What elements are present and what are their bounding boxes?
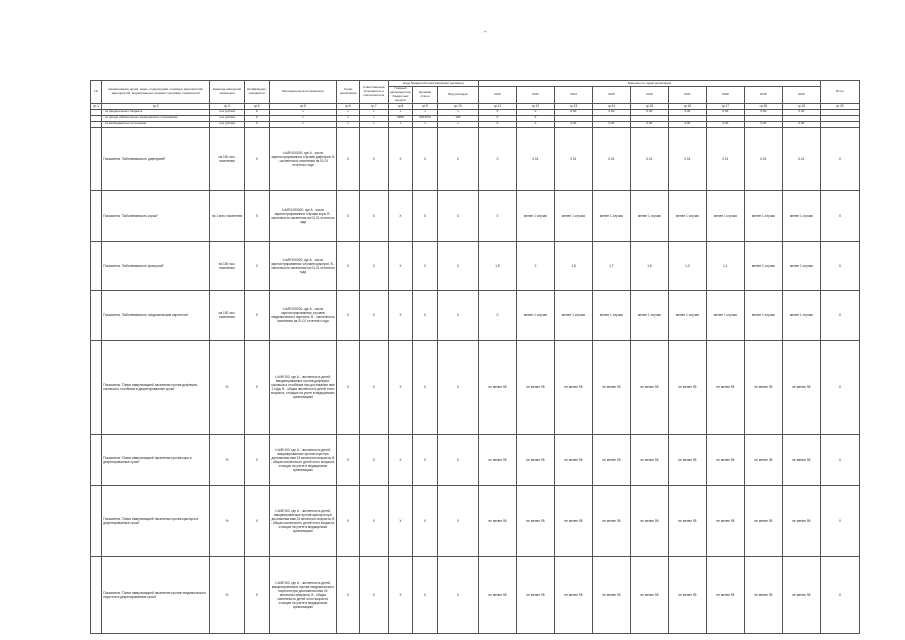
cell: Х [244, 241, 269, 290]
cell: Х [359, 241, 388, 290]
header-vr: Вид расходов [437, 86, 478, 103]
year-value: менее 1 случая [744, 290, 782, 340]
cell: Х [388, 556, 413, 633]
cell: 100 [437, 115, 478, 121]
year-value: не менее 95 [630, 434, 668, 485]
colnum: гр.9 [413, 103, 438, 109]
year-value: 1,1 [706, 241, 744, 290]
indicator-method: I=A/B*100, где А - численность детей, вакцинированных против дифтерии, коклюша и столбняка при достижении ими 1 года; В - общая численность детей этого возраста, стоящих на учете в медицинских организациях [269, 340, 337, 434]
year-value: не менее 95 [668, 340, 706, 434]
colnum: гр.18 [744, 103, 782, 109]
indicator-method: I=A/B*100, где А - численность детей, вакцинированных против кори при достижении ими 24 месячного возраста; В - общая численность детей этого возраста, стоящих на учете в медицинских организациях [269, 434, 337, 485]
cell: х [359, 115, 388, 121]
year-value: менее 1 случая [706, 190, 744, 241]
cell: Х [388, 485, 413, 556]
year-value: 0,01 [516, 127, 554, 190]
colnum: гр.8 [388, 103, 413, 109]
year-value: 1,7 [592, 241, 630, 290]
cell: Х [388, 241, 413, 290]
year-value: 0 [478, 290, 516, 340]
colnum: гр.5 [269, 103, 337, 109]
header-year: 2016 [630, 86, 668, 103]
year-value: не менее 95 [478, 434, 516, 485]
cell: Х [820, 485, 859, 556]
year-value: менее 1 случая [554, 190, 592, 241]
cell: Х [337, 485, 360, 556]
cell: Х [388, 434, 413, 485]
year-value: не менее 95 [782, 485, 820, 556]
cell: х [269, 121, 337, 127]
cell [91, 556, 102, 633]
header-year: 2017 [668, 86, 706, 103]
header-sub: Целевая статья [413, 86, 438, 103]
cell: Х [359, 434, 388, 485]
year-value: 0,01 [630, 127, 668, 190]
cell [91, 434, 102, 485]
indicator-unit: % [210, 556, 245, 633]
cell: 0014701 [413, 115, 438, 121]
cell: х [413, 121, 438, 127]
cell: 0,00 [782, 121, 820, 127]
cell: тыс.рублей [210, 121, 245, 127]
cell: Х [337, 434, 360, 485]
indicator-row [91, 434, 860, 485]
indicator-method: I=A/B*100, где А - численность детей, вакцинированных против эпидемического паротита при достижении ими 24 месячного возраста; В - общая численность детей этого возраста, стоящих на учете в медицинских организациях [269, 556, 337, 633]
cell: 0,00 [592, 121, 630, 127]
cell: тыс.рублей [210, 109, 245, 115]
indicator-unit: % [210, 340, 245, 434]
year-value: не менее 95 [630, 485, 668, 556]
year-value: не менее 95 [782, 556, 820, 633]
cell: х [337, 115, 360, 121]
year-value: не менее 95 [706, 434, 744, 485]
colnum: гр.15 [630, 103, 668, 109]
year-value: 0,01 [782, 127, 820, 190]
cell: Х [244, 434, 269, 485]
year-value: менее 1 случая [744, 190, 782, 241]
indicator-name: Показатель "Охват иммунизацией населения против дифтерии, коклюша и столбняка в декретированные сроки" [102, 340, 210, 434]
cell: Х [437, 556, 478, 633]
year-value: не менее 95 [744, 485, 782, 556]
year-value: не менее 95 [516, 485, 554, 556]
cell: Х [437, 434, 478, 485]
year-value: не менее 95 [478, 485, 516, 556]
year-value: 0 [478, 190, 516, 241]
indicator-method: I=A/B*1000000, где А - число зарегистрированных случаев кори, В - численность населения на 01.01 отчетного года [269, 190, 337, 241]
cell: 0 [244, 109, 269, 115]
year-value: не менее 95 [478, 556, 516, 633]
indicator-row [91, 127, 860, 190]
cell: 0 [478, 121, 516, 127]
year-value: не менее 95 [516, 340, 554, 434]
cell: 0 [516, 109, 554, 115]
year-value: не менее 95 [592, 340, 630, 434]
year-value: менее 1 случая [782, 190, 820, 241]
colnum: гр.7 [359, 103, 388, 109]
cell: х [437, 109, 478, 115]
cell: 0,00 [554, 121, 592, 127]
indicator-row [91, 241, 860, 290]
colnum: гр.14 [592, 103, 630, 109]
year-value: 1,2 [668, 241, 706, 290]
indicator-row [91, 556, 860, 633]
cell: Х [244, 485, 269, 556]
indicator-row [91, 190, 860, 241]
header-unit: Единица измерения показателя [210, 81, 245, 104]
year-value: менее 1 случая [782, 290, 820, 340]
indicator-name: Показатель "Охват иммунизацией населения против краснухи в декретированные сроки" [102, 485, 210, 556]
year-value: менее 1 случая [668, 190, 706, 241]
cell: Х [337, 340, 360, 434]
header-year: 2014 [554, 86, 592, 103]
header-coef: Коэффициент значимости [244, 81, 269, 104]
cell-source: - из фонда обязательного медицинского страхования [102, 115, 210, 121]
cell: 0,00 [782, 109, 820, 115]
cell: х [337, 109, 360, 115]
indicator-method: I=A/B*100000, где А - число зарегистрированных случаев эпидемического паротита, В - численность населения на 01.01 отчетного года [269, 290, 337, 340]
year-value: менее 1 случая [516, 190, 554, 241]
year-value: менее 1 случая [554, 290, 592, 340]
cell: Х [820, 127, 859, 190]
year-value: 2 [516, 241, 554, 290]
indicator-method: I=A/B*100, где А - численность детей, вакцинированных против краснухи при достижении ими 24 месячного возраста; В - общая численность детей этого возраста, стоящих на учете в медицинских организациях [269, 485, 337, 556]
colnum: гр.12 [516, 103, 554, 109]
header-budget-group: Коды бюджетной классификации (целевые) [388, 81, 478, 87]
year-value: 0,01 [592, 127, 630, 190]
indicator-name: Показатель "Охват иммунизацией населения против кори в декретированные сроки" [102, 434, 210, 485]
cell: Х [337, 241, 360, 290]
year-value: 0,01 [706, 127, 744, 190]
year-value: не менее 95 [592, 556, 630, 633]
cell: Х [388, 290, 413, 340]
header-final: Итого [820, 81, 859, 104]
cell: Х [413, 485, 438, 556]
year-value: не менее 95 [478, 340, 516, 434]
indicator-unit: на 100 тыс. населения [210, 241, 245, 290]
cell: х [359, 109, 388, 115]
cell: х [359, 121, 388, 127]
year-value: менее 1 случая [706, 290, 744, 340]
colnum: гр.13 [554, 103, 592, 109]
year-value: не менее 95 [554, 340, 592, 434]
cell [91, 485, 102, 556]
year-value: не менее 95 [744, 434, 782, 485]
cell: Х [820, 241, 859, 290]
cell: Х [413, 190, 438, 241]
page-mark: - [484, 27, 487, 36]
colnum: гр.17 [706, 103, 744, 109]
cell: 0,00 [668, 121, 706, 127]
colnum: гр.16 [668, 103, 706, 109]
cell: тыс.рублей [210, 115, 245, 121]
year-value: не менее 95 [706, 556, 744, 633]
cell: х [388, 121, 413, 127]
year-value: не менее 95 [554, 485, 592, 556]
cell: Х [359, 340, 388, 434]
year-value: не менее 95 [516, 434, 554, 485]
indicator-method: I=A/B*100000, где А - число зарегистрированных случаев дифтерии, В - численность населения на 01.01 отчетного года [269, 127, 337, 190]
colnum: гр.10 [437, 103, 478, 109]
year-value: не менее 95 [668, 485, 706, 556]
cell: Х [413, 127, 438, 190]
colnum: гр.20 [820, 103, 859, 109]
year-value: не менее 95 [630, 556, 668, 633]
cell: Х [820, 340, 859, 434]
cell [91, 340, 102, 434]
year-value: менее 1 случая [782, 241, 820, 290]
cell: х [413, 109, 438, 115]
header-year: 2020 [782, 86, 820, 103]
year-value: менее 1 случая [744, 241, 782, 290]
cell: Х [337, 556, 360, 633]
year-value: не менее 95 [668, 434, 706, 485]
colnum: гр.4 [244, 103, 269, 109]
cell: х [269, 115, 337, 121]
cell: Х [437, 241, 478, 290]
year-value: 1,5 [478, 241, 516, 290]
cell: 0 [244, 115, 269, 121]
year-value: не менее 95 [592, 485, 630, 556]
year-value: не менее 95 [554, 434, 592, 485]
cell: х [437, 121, 478, 127]
cell: Х [337, 127, 360, 190]
cell: 0,00 [630, 109, 668, 115]
year-value: не менее 95 [782, 434, 820, 485]
year-value: менее 1 случая [668, 290, 706, 340]
cell: 0 [478, 109, 516, 115]
cell: Х [388, 190, 413, 241]
cell [91, 290, 102, 340]
year-value: не менее 95 [630, 340, 668, 434]
year-value: не менее 95 [782, 340, 820, 434]
cell: Х [359, 190, 388, 241]
cell: 0909 [388, 115, 413, 121]
header-values-group: Значения по годам реализации [478, 81, 820, 87]
year-value: 0,01 [668, 127, 706, 190]
indicator-name: Показатель "Заболеваемость эпидемическим паротитом" [102, 290, 210, 340]
year-value: 0 [478, 127, 516, 190]
cell: Х [413, 340, 438, 434]
cell: Х [337, 190, 360, 241]
cell: Х [437, 290, 478, 340]
indicator-name: Показатель "Заболеваемость корью" [102, 190, 210, 241]
cell: Х [413, 290, 438, 340]
header-year: 2019 [744, 86, 782, 103]
indicator-unit: % [210, 485, 245, 556]
cell: Х [244, 290, 269, 340]
indicator-row [91, 290, 860, 340]
cell: 0 [516, 115, 554, 121]
indicator-unit: % [210, 434, 245, 485]
cell: 0 [244, 121, 269, 127]
cell: 0,00 [630, 121, 668, 127]
header-term: Сроки реализации [337, 81, 360, 104]
cell: Х [388, 127, 413, 190]
cell [91, 241, 102, 290]
indicator-unit: на 1 млн. населения [210, 190, 245, 241]
cell: Х [413, 556, 438, 633]
cell: Х [820, 290, 859, 340]
cell: Х [437, 340, 478, 434]
cell: Х [244, 340, 269, 434]
cell: 0,00 [744, 121, 782, 127]
year-value: менее 1 случая [630, 190, 668, 241]
cell: Х [820, 190, 859, 241]
cell: Х [359, 485, 388, 556]
cell-source: - из федерального бюджета [102, 109, 210, 115]
cell: х [337, 121, 360, 127]
indicator-row [91, 485, 860, 556]
year-value: 1,8 [554, 241, 592, 290]
year-value: не менее 95 [592, 434, 630, 485]
year-value: 0,01 [554, 127, 592, 190]
cell: Х [337, 290, 360, 340]
indicator-name: Показатель "Заболеваемость дифтерией" [102, 127, 210, 190]
header-responsible: Ответственный исполнитель и соисполнитель [359, 81, 388, 104]
cell-source: - из внебюджетных источников [102, 121, 210, 127]
indicator-name: Показатель "Заболеваемость краснухой" [102, 241, 210, 290]
cell: Х [820, 556, 859, 633]
cell: Х [244, 127, 269, 190]
cell: Х [437, 190, 478, 241]
colnum: гр.19 [782, 103, 820, 109]
year-value: не менее 95 [554, 556, 592, 633]
colnum: гр.3 [210, 103, 245, 109]
cell: Х [359, 127, 388, 190]
cell: Х [413, 434, 438, 485]
year-value: 1,6 [630, 241, 668, 290]
year-value: менее 1 случая [630, 290, 668, 340]
year-value: не менее 95 [706, 485, 744, 556]
cell: х [269, 109, 337, 115]
cell: Х [388, 340, 413, 434]
year-value: не менее 95 [744, 556, 782, 633]
cell: Х [244, 556, 269, 633]
cell: Х [359, 556, 388, 633]
cell: 0,00 [668, 109, 706, 115]
cell: 0 [478, 115, 516, 121]
header-year: 2015 [592, 86, 630, 103]
year-value: не менее 95 [744, 340, 782, 434]
year-value: менее 1 случая [592, 290, 630, 340]
indicator-row [91, 340, 860, 434]
year-value: не менее 95 [516, 556, 554, 633]
indicator-method: I=A/B*100000, где А - число зарегистрированных случаев краснухи, В - численность населения на 01.01 отчетного года [269, 241, 337, 290]
year-value: не менее 95 [706, 340, 744, 434]
year-value: не менее 95 [668, 556, 706, 633]
indicator-unit: на 100 тыс. населения [210, 127, 245, 190]
header-year: 2012 [478, 86, 516, 103]
colnum: гр.1 [91, 103, 102, 109]
cell: 0,00 [744, 109, 782, 115]
cell: 0,00 [554, 109, 592, 115]
cell [91, 127, 102, 190]
cell [91, 190, 102, 241]
year-value: 0,01 [744, 127, 782, 190]
cell: Х [437, 485, 478, 556]
cell: Х [413, 241, 438, 290]
cell: х [388, 109, 413, 115]
cell: Х [359, 290, 388, 340]
colnum: гр.2 [102, 103, 210, 109]
cell: Х [244, 190, 269, 241]
cell: Х [437, 127, 478, 190]
cell: 0,00 [592, 109, 630, 115]
cell: Х [820, 434, 859, 485]
header-method: Методика расчета показателя [269, 81, 337, 104]
colnum: гр.6 [337, 103, 360, 109]
year-value: менее 1 случая [592, 190, 630, 241]
program-indicators-sheet [90, 80, 860, 634]
indicator-name: Показатель "Охват иммунизацией населения против эпидемического паротита в декретированные сроки" [102, 556, 210, 633]
colnum: гр.11 [478, 103, 516, 109]
header-no: № [91, 81, 102, 104]
indicators-table [90, 80, 860, 634]
header-year: 2018 [706, 86, 744, 103]
header-year: 2013 [516, 86, 554, 103]
indicator-unit: на 100 тыс. населения [210, 290, 245, 340]
year-value: менее 1 случая [516, 290, 554, 340]
header-name: Наименование целей, задач, подпрограмм, основных мероприятий, мероприятий, ведомственных целевых программ, показателей [102, 81, 210, 104]
header-gr: Главный распорядитель бюджетных средств [389, 86, 411, 102]
cell: 0 [516, 121, 554, 127]
cell: 0,00 [706, 109, 744, 115]
cell: 0,00 [706, 121, 744, 127]
